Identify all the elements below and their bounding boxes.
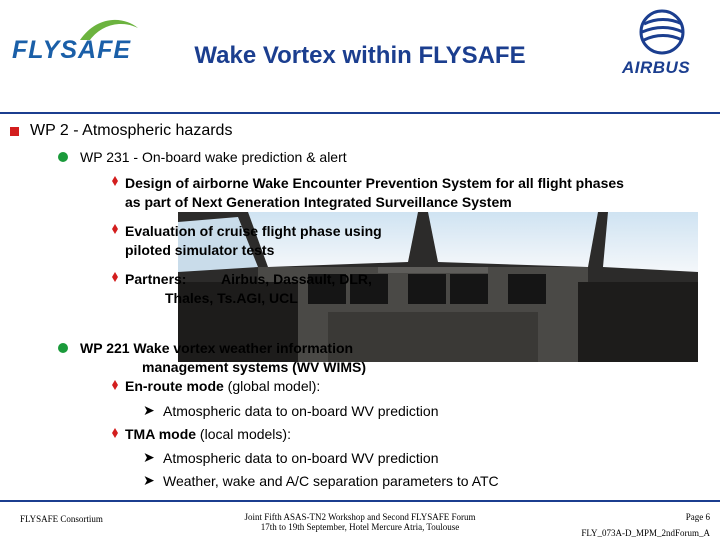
enroute-sub-item: Atmospheric data to on-board WV prediction	[163, 403, 439, 419]
wp221-line1: WP 221 Wake vortex weather information	[80, 340, 354, 356]
arrow-bullet-icon: ➤	[143, 450, 155, 466]
tma-mode-item	[125, 426, 291, 442]
diamond-bullet-icon	[112, 428, 118, 438]
enroute-mode-label: En-route mode	[125, 378, 224, 394]
footer-page-info	[560, 512, 710, 538]
arrow-bullet-icon: ➤	[143, 473, 155, 489]
wp231-item-2	[125, 222, 382, 260]
footer-doc-id: FLY_073A-D_MPM_2ndForum_A	[581, 528, 710, 538]
diamond-bullet-icon	[112, 272, 118, 282]
diamond-bullet-icon	[112, 224, 118, 234]
square-bullet-icon	[10, 127, 19, 136]
tma-sub-item-2: Weather, wake and A/C separation parameters to ATC	[163, 473, 499, 489]
enroute-mode-item	[125, 378, 320, 394]
footer-event	[210, 512, 510, 532]
slide-title: Wake Vortex within FLYSAFE	[194, 42, 526, 69]
enroute-mode-detail: (global model):	[223, 378, 321, 394]
footer-consortium: FLYSAFE Consortium	[20, 514, 103, 524]
tma-mode-detail: (local models):	[196, 426, 291, 442]
dot-bullet-icon	[58, 152, 68, 162]
wp231-item-1	[125, 174, 624, 212]
wp231-item-3-line2: Thales, Ts.AGI, UCL	[165, 290, 298, 306]
footer-divider	[0, 500, 720, 502]
wp231-item-2-line1: Evaluation of cruise flight phase using	[125, 223, 382, 239]
tma-sub-item-1: Atmospheric data to on-board WV prediction	[163, 450, 439, 466]
diamond-bullet-icon	[112, 176, 118, 186]
flysafe-logo	[10, 14, 140, 74]
diamond-bullet-icon	[112, 380, 118, 390]
footer-event-line2: 17th to 19th September, Hotel Mercure Atria, Toulouse	[260, 522, 460, 532]
airbus-logo	[618, 8, 708, 78]
wp231-item-3	[125, 270, 372, 308]
dot-bullet-icon	[58, 343, 68, 353]
wp231-heading: WP 231 - On-board wake prediction & alert	[80, 149, 347, 165]
arrow-bullet-icon: ➤	[143, 403, 155, 419]
wp221-heading	[80, 339, 366, 377]
flysafe-logo-text: FLYSAFE	[12, 36, 132, 64]
wp2-heading: WP 2 - Atmospheric hazards	[30, 122, 233, 139]
footer-event-line1: Joint Fifth ASAS-TN2 Workshop and Second FLYSAFE Forum	[244, 512, 476, 522]
airbus-globe-icon	[636, 8, 696, 56]
wp231-item-3-line1: Partners: Airbus, Dassault, DLR,	[125, 271, 372, 287]
footer-page-number: Page 6	[685, 512, 710, 522]
tma-mode-label: TMA mode	[125, 426, 197, 442]
header-divider	[0, 112, 720, 114]
airbus-logo-text: AIRBUS	[622, 58, 691, 77]
wp221-line2: management systems (WV WIMS)	[142, 359, 367, 375]
wp231-item-2-line2: piloted simulator tests	[125, 242, 275, 258]
wp231-item-1-line2: as part of Next Generation Integrated Surveillance System	[125, 194, 512, 210]
wp231-item-1-line1: Design of airborne Wake Encounter Prevention System for all flight phases	[125, 175, 624, 191]
